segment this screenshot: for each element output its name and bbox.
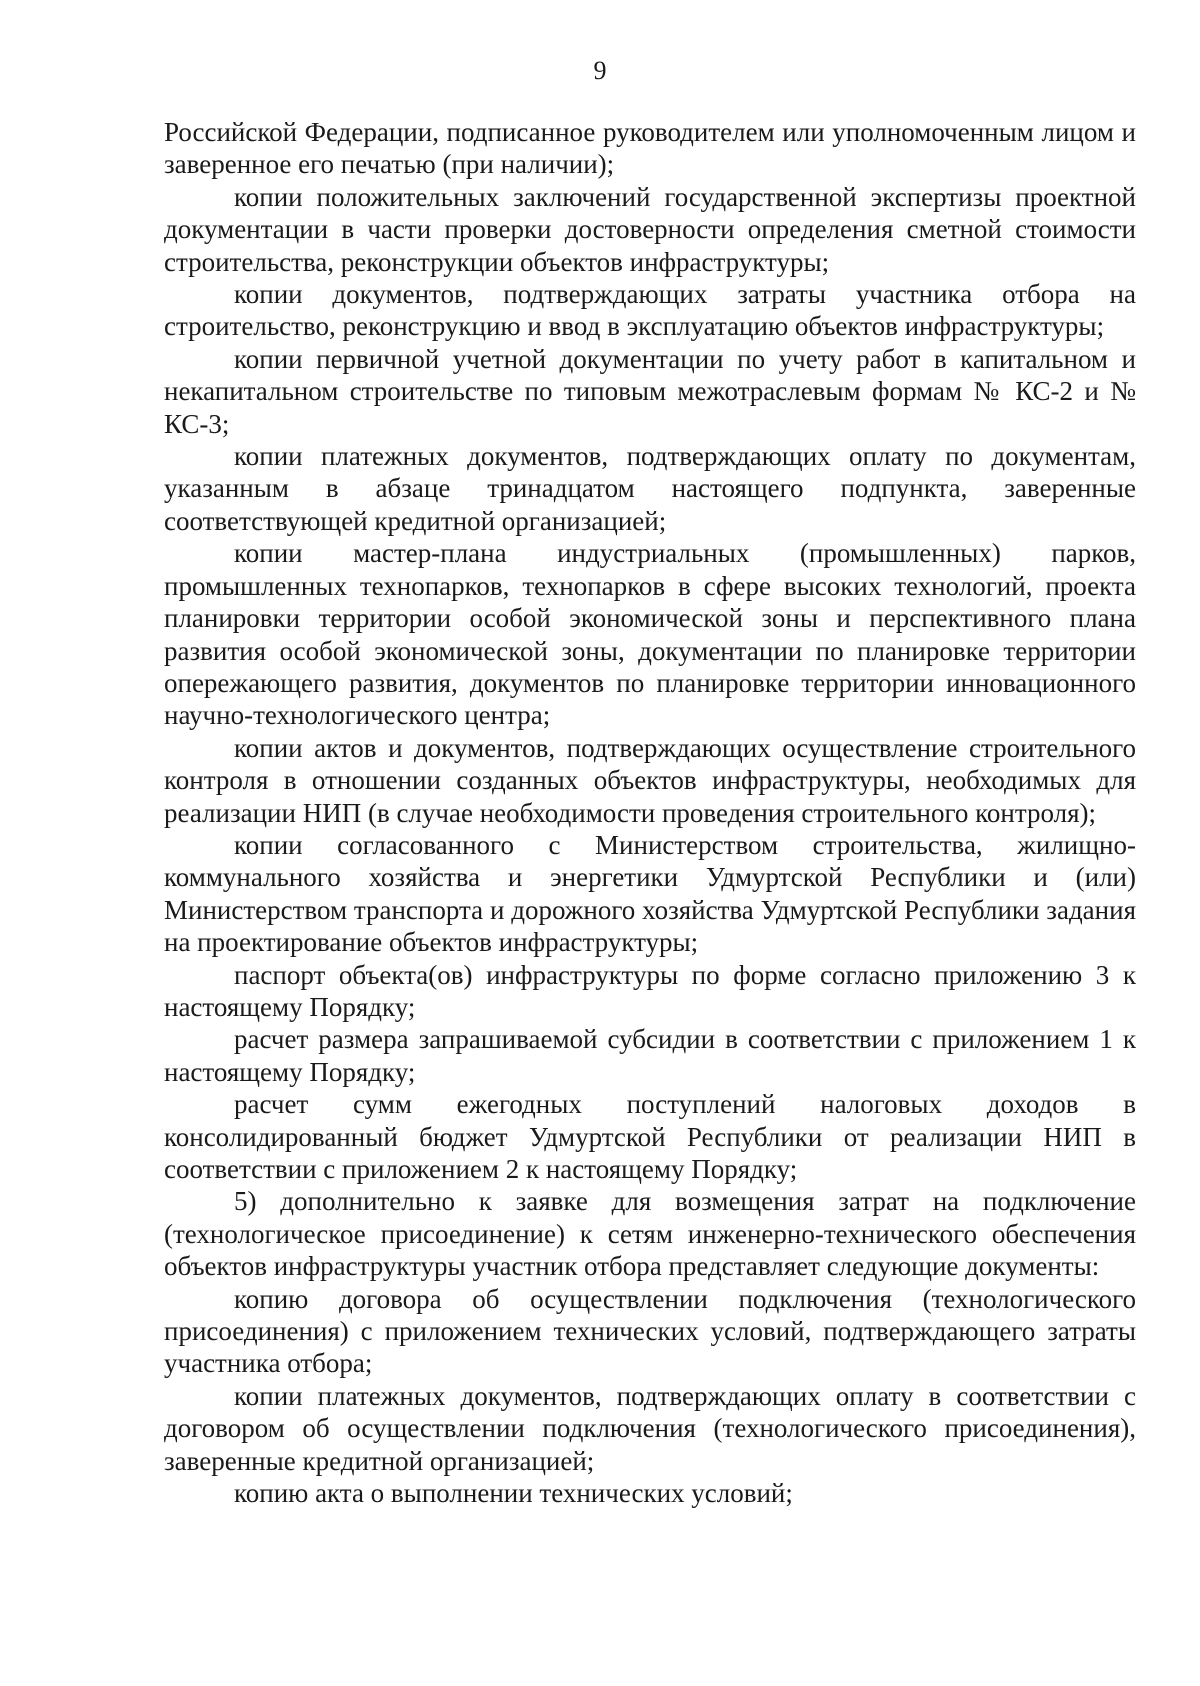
document-body <box>164 116 1136 1509</box>
page-number: 9 <box>593 56 607 85</box>
paragraph: расчет размера запрашиваемой субсидии в соответствии с приложением 1 к настоящему Порядку; <box>164 1024 1136 1087</box>
paragraph: копии мастер-плана индустриальных (промышленных) парков, промышленных технопарков, технопарков в сфере высоких технологий, проекта планировки территории особой экономической зоны и перспективного плана развития особой экономической зоны, документации по планировке территории опережающего развития, документов по планировке территории инновационного научно-технологического центра; <box>164 538 1136 731</box>
paragraph: копии актов и документов, подтверждающих осуществление строительного контроля в отношении созданных объектов инфраструктуры, необходимых для реализации НИП (в случае необходимости проведения строительного контроля); <box>164 732 1136 828</box>
paragraph: Российской Федерации, подписанное руководителем или уполномоченным лицом и заверенное его печатью (при наличии); <box>164 117 1136 180</box>
paragraph: копию акта о выполнении технических условий; <box>234 1478 793 1509</box>
paragraph: копии платежных документов, подтверждающих оплату в соответствии с договором об осуществлении подключения (технологического присоединения), заверенные кредитной организацией; <box>164 1380 1136 1476</box>
paragraph: копии согласованного с Министерством строительства, жилищно-коммунального хозяйства и энергетики Удмуртской Республики и (или) Министерством транспорта и дорожного хозяйства Удмуртской Республики задания на проектирование объектов инфраструктуры; <box>164 829 1136 958</box>
paragraph: 5) дополнительно к заявке для возмещения затрат на подключение (технологическое присоединение) к сетям инженерно-технического обеспечения объектов инфраструктуры участник отбора представляет следующие документы: <box>164 1186 1136 1282</box>
paragraph: копии положительных заключений государственной экспертизы проектной документации в части проверки достоверности определения сметной стоимости строительства, реконструкции объектов инфраструктуры; <box>164 181 1136 277</box>
paragraph: копию договора об осуществлении подключения (технологического присоединения) с приложением технических условий, подтверждающего затраты участника отбора; <box>164 1283 1136 1379</box>
paragraph: паспорт объекта(ов) инфраструктуры по форме согласно приложению 3 к настоящему Порядку; <box>164 959 1136 1022</box>
paragraph: копии документов, подтверждающих затраты участника отбора на строительство, реконструкцию и ввод в эксплуатацию объектов инфраструктуры; <box>164 279 1136 342</box>
paragraph: копии платежных документов, подтверждающих оплату по документам, указанным в абзаце тринадцатом настоящего подпункта, заверенные соответствующей кредитной организацией; <box>164 441 1136 536</box>
paragraph: копии первичной учетной документации по учету работ в капитальном и некапитальном строительстве по типовым межотраслевым формам № КС-2 и № КС-3; <box>164 343 1136 439</box>
paragraph: расчет сумм ежегодных поступлений налоговых доходов в консолидированный бюджет Удмуртской Республики от реализации НИП в соответствии с приложением 2 к настоящему Порядку; <box>164 1089 1136 1184</box>
